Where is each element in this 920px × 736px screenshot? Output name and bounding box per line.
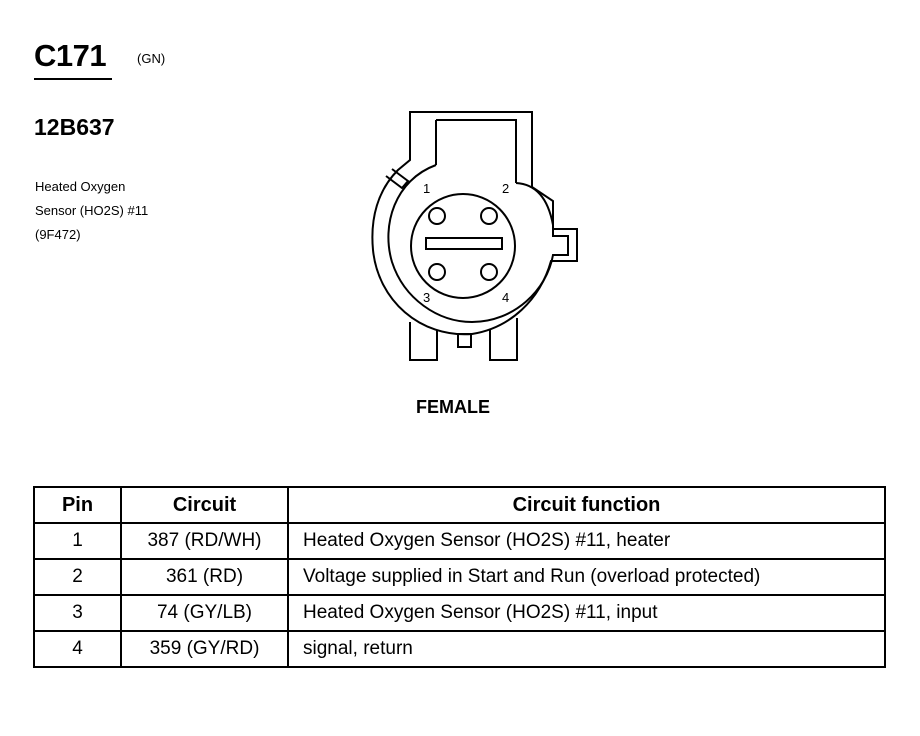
cell-circuit-function: signal, return — [288, 631, 885, 667]
pin-label-2: 2 — [502, 181, 510, 196]
connector-inner-body — [388, 165, 568, 322]
cell-pin: 1 — [34, 523, 121, 559]
cell-circuit: 359 (GY/RD) — [121, 631, 288, 667]
connector-key-tab — [436, 120, 516, 183]
cell-pin: 3 — [34, 595, 121, 631]
part-number: 12B637 — [34, 114, 115, 140]
connector-face-diagram — [360, 100, 585, 375]
column-header-pin: Pin — [34, 487, 121, 523]
pin-label-1: 1 — [423, 181, 431, 196]
pin-2-terminal — [481, 208, 497, 224]
pin-label-3: 3 — [423, 290, 431, 305]
table-header-row — [34, 487, 885, 523]
cell-circuit-function: Heated Oxygen Sensor (HO2S) #11, heater — [288, 523, 885, 559]
pin-label-4: 4 — [502, 290, 510, 305]
cell-circuit: 387 (RD/WH) — [121, 523, 288, 559]
table-row — [34, 595, 885, 631]
cell-circuit-function: Voltage supplied in Start and Run (overload protected) — [288, 559, 885, 595]
cell-circuit-function: Heated Oxygen Sensor (HO2S) #11, input — [288, 595, 885, 631]
pin-3-terminal — [429, 264, 445, 280]
pin-4-terminal — [481, 264, 497, 280]
pin-1-terminal — [429, 208, 445, 224]
table-row — [34, 523, 885, 559]
component-description-line: Sensor (HO2S) #11 — [35, 203, 149, 218]
connector-gender-label: FEMALE — [416, 397, 490, 417]
column-header-circuit-function: Circuit function — [288, 487, 885, 523]
connector-latch — [386, 169, 408, 188]
cell-circuit: 361 (RD) — [121, 559, 288, 595]
connector-housing-outline — [372, 112, 577, 334]
cell-pin: 2 — [34, 559, 121, 595]
column-header-circuit: Circuit — [121, 487, 288, 523]
pin-circuit-table — [33, 486, 886, 668]
connector-id-underline — [34, 78, 112, 80]
component-description-line: Heated Oxygen — [35, 179, 126, 194]
component-description-line: (9F472) — [35, 227, 81, 242]
connector-color-code: (GN) — [137, 51, 166, 66]
center-key-bar — [426, 238, 502, 249]
locking-leg-left — [410, 322, 437, 360]
cell-circuit: 74 (GY/LB) — [121, 595, 288, 631]
cell-pin: 4 — [34, 631, 121, 667]
connector-id: C171 — [34, 38, 107, 73]
bottom-key — [458, 334, 471, 347]
table-row — [34, 631, 885, 667]
table-row — [34, 559, 885, 595]
